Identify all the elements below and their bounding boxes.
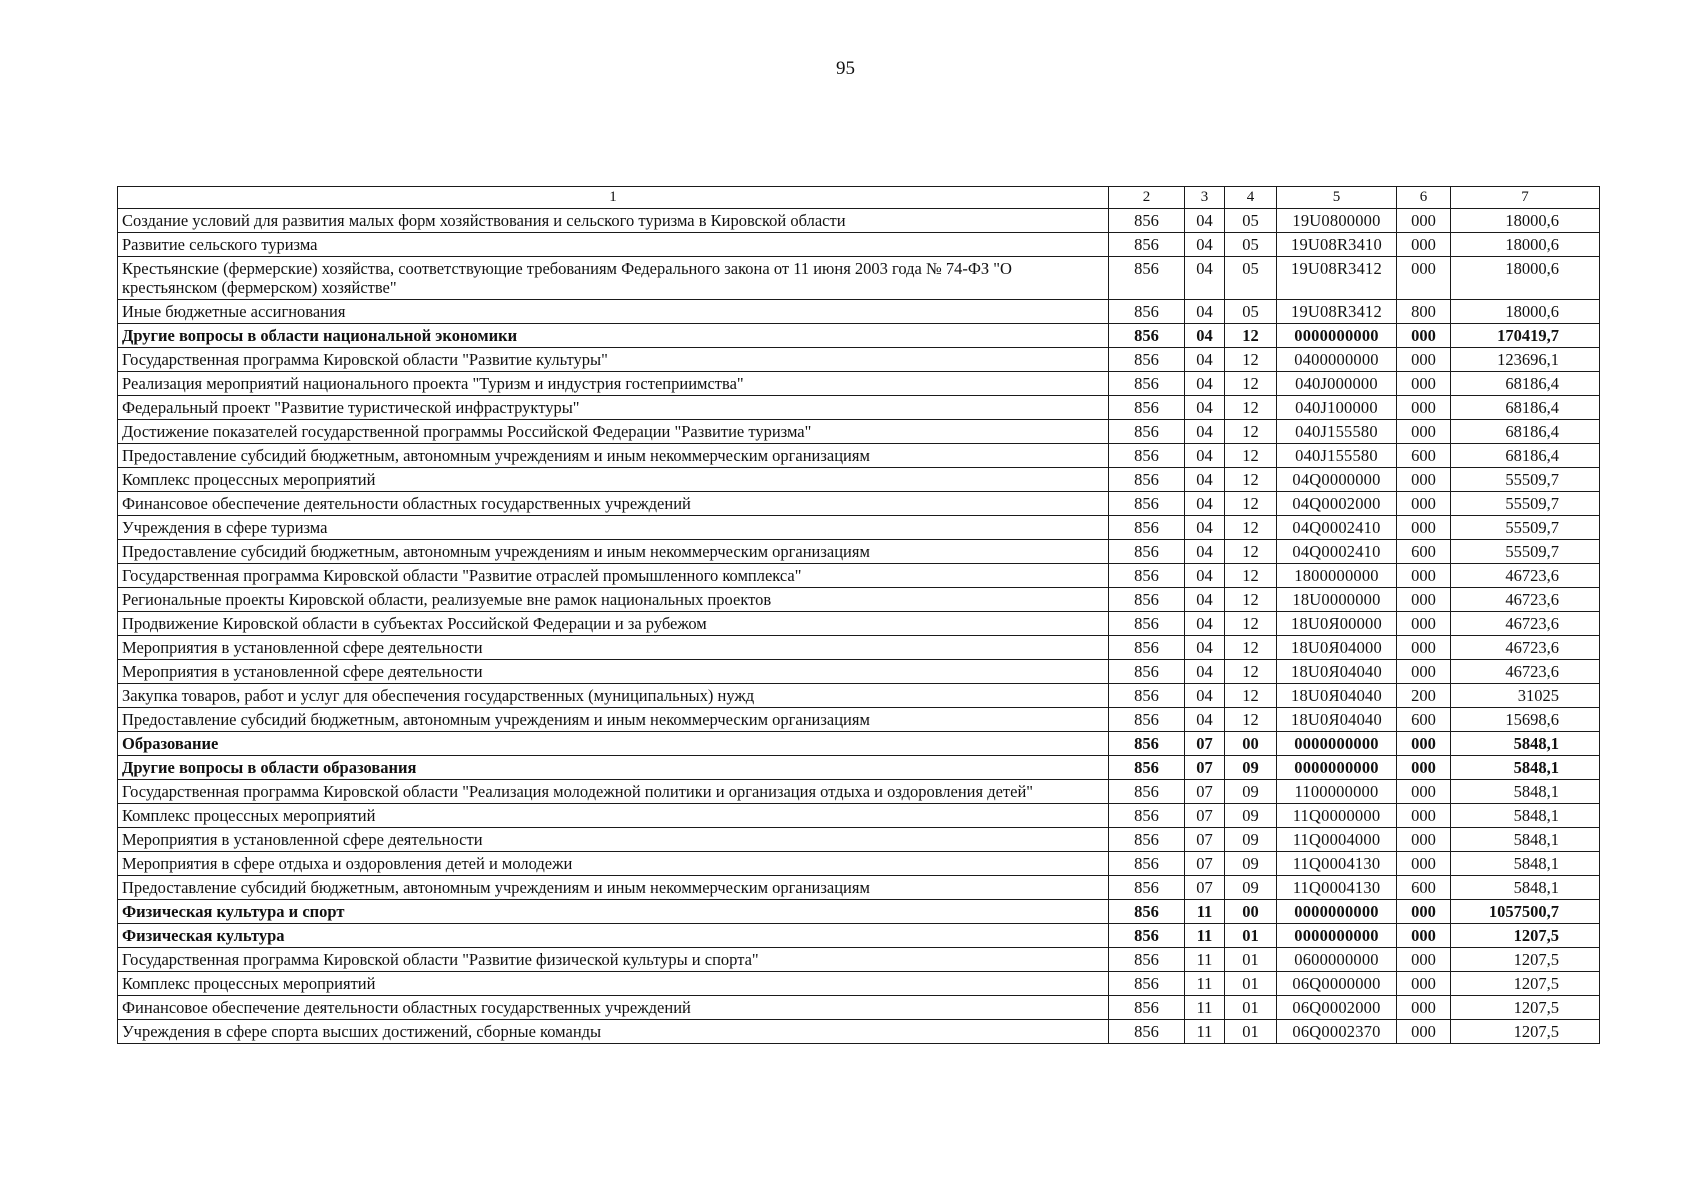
row-section-cell: 07 [1185,756,1225,780]
row-subsection-cell: 12 [1225,324,1277,348]
row-amount-cell: 46723,6 [1451,588,1600,612]
row-amount-cell: 5848,1 [1451,876,1600,900]
column-header-subsection: 4 [1225,187,1277,209]
table-row [118,972,1600,996]
row-name-cell: Федеральный проект "Развитие туристической инфраструктуры" [118,396,1109,420]
row-amount-cell: 5848,1 [1451,780,1600,804]
row-amount-cell: 46723,6 [1451,564,1600,588]
row-amount-cell: 1207,5 [1451,996,1600,1020]
row-name-cell: Реализация мероприятий национального проекта "Туризм и индустрия гостеприимства" [118,372,1109,396]
row-grbs-cell: 856 [1109,444,1185,468]
row-grbs-cell: 856 [1109,372,1185,396]
row-subsection-cell: 12 [1225,540,1277,564]
table-row [118,257,1600,300]
row-expense-type-cell: 000 [1397,233,1451,257]
row-amount-cell: 68186,4 [1451,396,1600,420]
row-section-cell: 11 [1185,996,1225,1020]
row-name-cell: Комплекс процессных мероприятий [118,468,1109,492]
row-subsection-cell: 05 [1225,209,1277,233]
row-section-cell: 04 [1185,468,1225,492]
row-section-cell: 04 [1185,372,1225,396]
row-grbs-cell: 856 [1109,660,1185,684]
row-grbs-cell: 856 [1109,209,1185,233]
row-section-cell: 07 [1185,780,1225,804]
row-target-code-cell: 0400000000 [1277,348,1397,372]
row-amount-cell: 68186,4 [1451,372,1600,396]
row-expense-type-cell: 000 [1397,564,1451,588]
row-grbs-cell: 856 [1109,996,1185,1020]
table-row [118,660,1600,684]
table-row [118,1020,1600,1044]
row-amount-cell: 55509,7 [1451,540,1600,564]
row-grbs-cell: 856 [1109,300,1185,324]
row-target-code-cell: 18U0Я04040 [1277,660,1397,684]
row-grbs-cell: 856 [1109,900,1185,924]
row-expense-type-cell: 000 [1397,756,1451,780]
row-target-code-cell: 18U0Я04040 [1277,708,1397,732]
row-target-code-cell: 18U0Я00000 [1277,612,1397,636]
row-grbs-cell: 856 [1109,257,1185,300]
row-target-code-cell: 18U0Я04040 [1277,684,1397,708]
row-target-code-cell: 04Q0000000 [1277,468,1397,492]
row-amount-cell: 18000,6 [1451,257,1600,300]
row-name-cell: Учреждения в сфере туризма [118,516,1109,540]
row-target-code-cell: 19U08R3412 [1277,300,1397,324]
table-row [118,732,1600,756]
row-subsection-cell: 12 [1225,660,1277,684]
row-section-cell: 04 [1185,209,1225,233]
row-section-cell: 04 [1185,588,1225,612]
row-name-cell: Государственная программа Кировской области "Развитие физической культуры и спорта" [118,948,1109,972]
row-target-code-cell: 0000000000 [1277,900,1397,924]
row-grbs-cell: 856 [1109,948,1185,972]
row-expense-type-cell: 000 [1397,612,1451,636]
row-grbs-cell: 856 [1109,396,1185,420]
row-expense-type-cell: 000 [1397,348,1451,372]
row-subsection-cell: 12 [1225,708,1277,732]
row-subsection-cell: 12 [1225,372,1277,396]
row-subsection-cell: 01 [1225,972,1277,996]
row-section-cell: 07 [1185,732,1225,756]
row-amount-cell: 1207,5 [1451,972,1600,996]
row-subsection-cell: 01 [1225,996,1277,1020]
row-section-cell: 04 [1185,257,1225,300]
row-grbs-cell: 856 [1109,324,1185,348]
table-row [118,516,1600,540]
row-subsection-cell: 12 [1225,396,1277,420]
row-grbs-cell: 856 [1109,348,1185,372]
row-expense-type-cell: 000 [1397,468,1451,492]
row-grbs-cell: 856 [1109,612,1185,636]
row-name-cell: Продвижение Кировской области в субъектах Российской Федерации и за рубежом [118,612,1109,636]
table-row [118,612,1600,636]
row-grbs-cell: 856 [1109,732,1185,756]
row-section-cell: 04 [1185,516,1225,540]
table-row [118,420,1600,444]
row-expense-type-cell: 600 [1397,540,1451,564]
row-name-cell: Государственная программа Кировской области "Развитие отраслей промышленного комплекса" [118,564,1109,588]
row-target-code-cell: 0000000000 [1277,324,1397,348]
row-name-cell: Крестьянские (фермерские) хозяйства, соответствующие требованиям Федерального закона от 11 июня 2003 года № 74-ФЗ "О крестьянском (фермерском) хозяйстве" [118,257,1109,300]
row-name-cell: Создание условий для развития малых форм хозяйствования и сельского туризма в Кировской области [118,209,1109,233]
table-row [118,924,1600,948]
table-row [118,852,1600,876]
row-expense-type-cell: 000 [1397,588,1451,612]
table-row [118,948,1600,972]
row-expense-type-cell: 000 [1397,900,1451,924]
row-target-code-cell: 1100000000 [1277,780,1397,804]
row-subsection-cell: 05 [1225,257,1277,300]
row-expense-type-cell: 000 [1397,852,1451,876]
row-target-code-cell: 06Q0000000 [1277,972,1397,996]
row-target-code-cell: 04Q0002410 [1277,540,1397,564]
row-target-code-cell: 19U0800000 [1277,209,1397,233]
row-amount-cell: 5848,1 [1451,804,1600,828]
row-section-cell: 07 [1185,852,1225,876]
row-grbs-cell: 856 [1109,540,1185,564]
row-name-cell: Предоставление субсидий бюджетным, автономным учреждениям и иным некоммерческим организациям [118,540,1109,564]
table-row [118,780,1600,804]
table-row [118,564,1600,588]
table-row [118,540,1600,564]
row-target-code-cell: 06Q0002370 [1277,1020,1397,1044]
row-subsection-cell: 12 [1225,588,1277,612]
row-name-cell: Другие вопросы в области образования [118,756,1109,780]
row-amount-cell: 68186,4 [1451,420,1600,444]
row-amount-cell: 1207,5 [1451,1020,1600,1044]
table-row [118,209,1600,233]
table-row [118,300,1600,324]
row-section-cell: 04 [1185,348,1225,372]
row-subsection-cell: 12 [1225,564,1277,588]
row-section-cell: 04 [1185,396,1225,420]
row-subsection-cell: 05 [1225,233,1277,257]
row-name-cell: Образование [118,732,1109,756]
table-row [118,828,1600,852]
row-expense-type-cell: 200 [1397,684,1451,708]
row-amount-cell: 1207,5 [1451,948,1600,972]
row-expense-type-cell: 000 [1397,257,1451,300]
row-name-cell: Закупка товаров, работ и услуг для обеспечения государственных (муниципальных) нужд [118,684,1109,708]
row-name-cell: Физическая культура [118,924,1109,948]
row-amount-cell: 18000,6 [1451,209,1600,233]
row-section-cell: 11 [1185,972,1225,996]
row-target-code-cell: 04Q0002410 [1277,516,1397,540]
row-grbs-cell: 856 [1109,780,1185,804]
row-grbs-cell: 856 [1109,876,1185,900]
table-row [118,900,1600,924]
table-row [118,324,1600,348]
row-expense-type-cell: 800 [1397,300,1451,324]
table-row [118,233,1600,257]
row-grbs-cell: 856 [1109,924,1185,948]
row-grbs-cell: 856 [1109,708,1185,732]
row-name-cell: Предоставление субсидий бюджетным, автономным учреждениям и иным некоммерческим организациям [118,444,1109,468]
table-row [118,468,1600,492]
row-name-cell: Мероприятия в установленной сфере деятельности [118,636,1109,660]
row-grbs-cell: 856 [1109,756,1185,780]
row-subsection-cell: 12 [1225,636,1277,660]
row-name-cell: Комплекс процессных мероприятий [118,804,1109,828]
row-expense-type-cell: 000 [1397,804,1451,828]
row-name-cell: Развитие сельского туризма [118,233,1109,257]
row-subsection-cell: 09 [1225,852,1277,876]
row-expense-type-cell: 000 [1397,948,1451,972]
row-amount-cell: 5848,1 [1451,756,1600,780]
row-expense-type-cell: 000 [1397,1020,1451,1044]
row-target-code-cell: 11Q0000000 [1277,804,1397,828]
row-expense-type-cell: 000 [1397,660,1451,684]
row-subsection-cell: 12 [1225,468,1277,492]
row-amount-cell: 170419,7 [1451,324,1600,348]
row-expense-type-cell: 600 [1397,708,1451,732]
row-name-cell: Комплекс процессных мероприятий [118,972,1109,996]
row-section-cell: 04 [1185,684,1225,708]
row-amount-cell: 5848,1 [1451,828,1600,852]
row-subsection-cell: 05 [1225,300,1277,324]
row-subsection-cell: 00 [1225,900,1277,924]
column-header-expense-type: 6 [1397,187,1451,209]
row-name-cell: Иные бюджетные ассигнования [118,300,1109,324]
row-target-code-cell: 19U08R3410 [1277,233,1397,257]
row-section-cell: 11 [1185,1020,1225,1044]
row-section-cell: 04 [1185,660,1225,684]
row-amount-cell: 46723,6 [1451,660,1600,684]
row-target-code-cell: 040J155580 [1277,420,1397,444]
row-expense-type-cell: 000 [1397,516,1451,540]
row-grbs-cell: 856 [1109,420,1185,444]
row-amount-cell: 46723,6 [1451,612,1600,636]
row-expense-type-cell: 000 [1397,636,1451,660]
row-subsection-cell: 12 [1225,420,1277,444]
row-target-code-cell: 04Q0002000 [1277,492,1397,516]
table-row [118,756,1600,780]
row-section-cell: 04 [1185,636,1225,660]
row-amount-cell: 1057500,7 [1451,900,1600,924]
row-section-cell: 04 [1185,492,1225,516]
row-amount-cell: 31025 [1451,684,1600,708]
row-grbs-cell: 856 [1109,1020,1185,1044]
row-subsection-cell: 01 [1225,924,1277,948]
row-name-cell: Мероприятия в установленной сфере деятельности [118,828,1109,852]
row-name-cell: Финансовое обеспечение деятельности областных государственных учреждений [118,492,1109,516]
row-section-cell: 04 [1185,540,1225,564]
row-section-cell: 11 [1185,900,1225,924]
row-subsection-cell: 00 [1225,732,1277,756]
page-number: 95 [836,58,855,79]
column-header-name: 1 [118,187,1109,209]
row-amount-cell: 15698,6 [1451,708,1600,732]
row-name-cell: Учреждения в сфере спорта высших достижений, сборные команды [118,1020,1109,1044]
row-expense-type-cell: 000 [1397,732,1451,756]
table-row [118,636,1600,660]
row-section-cell: 04 [1185,300,1225,324]
row-subsection-cell: 12 [1225,516,1277,540]
row-section-cell: 04 [1185,444,1225,468]
row-amount-cell: 123696,1 [1451,348,1600,372]
row-target-code-cell: 19U08R3412 [1277,257,1397,300]
row-subsection-cell: 01 [1225,1020,1277,1044]
row-section-cell: 04 [1185,564,1225,588]
row-target-code-cell: 0600000000 [1277,948,1397,972]
row-grbs-cell: 856 [1109,684,1185,708]
row-grbs-cell: 856 [1109,636,1185,660]
row-grbs-cell: 856 [1109,233,1185,257]
row-section-cell: 04 [1185,420,1225,444]
row-subsection-cell: 09 [1225,756,1277,780]
row-subsection-cell: 12 [1225,612,1277,636]
row-expense-type-cell: 000 [1397,209,1451,233]
row-amount-cell: 5848,1 [1451,732,1600,756]
table-row [118,876,1600,900]
row-section-cell: 11 [1185,924,1225,948]
row-section-cell: 04 [1185,324,1225,348]
table-row [118,492,1600,516]
row-grbs-cell: 856 [1109,468,1185,492]
row-expense-type-cell: 000 [1397,492,1451,516]
budget-table [117,186,1600,1044]
row-amount-cell: 68186,4 [1451,444,1600,468]
row-grbs-cell: 856 [1109,852,1185,876]
row-expense-type-cell: 000 [1397,372,1451,396]
row-name-cell: Предоставление субсидий бюджетным, автономным учреждениям и иным некоммерческим организациям [118,708,1109,732]
column-header-target-code: 5 [1277,187,1397,209]
table-row [118,708,1600,732]
row-target-code-cell: 18U0000000 [1277,588,1397,612]
row-name-cell: Мероприятия в сфере отдыха и оздоровления детей и молодежи [118,852,1109,876]
row-amount-cell: 18000,6 [1451,233,1600,257]
row-grbs-cell: 856 [1109,804,1185,828]
row-expense-type-cell: 000 [1397,396,1451,420]
row-section-cell: 07 [1185,828,1225,852]
row-subsection-cell: 09 [1225,780,1277,804]
table-row [118,396,1600,420]
row-section-cell: 11 [1185,948,1225,972]
table-row [118,684,1600,708]
row-expense-type-cell: 000 [1397,780,1451,804]
row-target-code-cell: 0000000000 [1277,732,1397,756]
row-amount-cell: 5848,1 [1451,852,1600,876]
column-header-amount: 7 [1451,187,1600,209]
row-name-cell: Финансовое обеспечение деятельности областных государственных учреждений [118,996,1109,1020]
table-header-row [118,187,1600,209]
row-expense-type-cell: 000 [1397,972,1451,996]
row-target-code-cell: 0000000000 [1277,756,1397,780]
row-subsection-cell: 09 [1225,804,1277,828]
row-target-code-cell: 0000000000 [1277,924,1397,948]
table-row [118,372,1600,396]
row-target-code-cell: 040J000000 [1277,372,1397,396]
row-name-cell: Предоставление субсидий бюджетным, автономным учреждениям и иным некоммерческим организациям [118,876,1109,900]
column-header-section: 3 [1185,187,1225,209]
row-amount-cell: 55509,7 [1451,492,1600,516]
row-grbs-cell: 856 [1109,564,1185,588]
row-expense-type-cell: 000 [1397,996,1451,1020]
row-amount-cell: 55509,7 [1451,468,1600,492]
row-subsection-cell: 01 [1225,948,1277,972]
row-subsection-cell: 12 [1225,444,1277,468]
row-name-cell: Другие вопросы в области национальной экономики [118,324,1109,348]
row-grbs-cell: 856 [1109,972,1185,996]
row-subsection-cell: 09 [1225,828,1277,852]
row-subsection-cell: 12 [1225,348,1277,372]
row-expense-type-cell: 000 [1397,828,1451,852]
row-target-code-cell: 18U0Я04000 [1277,636,1397,660]
row-target-code-cell: 11Q0004130 [1277,876,1397,900]
row-section-cell: 04 [1185,708,1225,732]
row-subsection-cell: 12 [1225,684,1277,708]
table-row [118,588,1600,612]
row-target-code-cell: 11Q0004130 [1277,852,1397,876]
row-subsection-cell: 09 [1225,876,1277,900]
row-name-cell: Государственная программа Кировской области "Развитие культуры" [118,348,1109,372]
row-target-code-cell: 1800000000 [1277,564,1397,588]
column-header-grbs: 2 [1109,187,1185,209]
row-name-cell: Региональные проекты Кировской области, реализуемые вне рамок национальных проектов [118,588,1109,612]
row-amount-cell: 1207,5 [1451,924,1600,948]
table-row [118,996,1600,1020]
table-row [118,804,1600,828]
row-expense-type-cell: 000 [1397,420,1451,444]
table-row [118,348,1600,372]
row-target-code-cell: 11Q0004000 [1277,828,1397,852]
row-grbs-cell: 856 [1109,492,1185,516]
row-target-code-cell: 040J100000 [1277,396,1397,420]
row-amount-cell: 46723,6 [1451,636,1600,660]
row-grbs-cell: 856 [1109,828,1185,852]
row-grbs-cell: 856 [1109,516,1185,540]
row-target-code-cell: 06Q0002000 [1277,996,1397,1020]
table-body [118,209,1600,1044]
row-name-cell: Мероприятия в установленной сфере деятельности [118,660,1109,684]
row-section-cell: 04 [1185,612,1225,636]
row-name-cell: Физическая культура и спорт [118,900,1109,924]
row-expense-type-cell: 600 [1397,876,1451,900]
row-section-cell: 07 [1185,876,1225,900]
row-section-cell: 07 [1185,804,1225,828]
row-target-code-cell: 040J155580 [1277,444,1397,468]
row-expense-type-cell: 600 [1397,444,1451,468]
table-row [118,444,1600,468]
row-name-cell: Достижение показателей государственной программы Российской Федерации "Развитие туризма" [118,420,1109,444]
row-expense-type-cell: 000 [1397,924,1451,948]
row-grbs-cell: 856 [1109,588,1185,612]
row-section-cell: 04 [1185,233,1225,257]
row-amount-cell: 18000,6 [1451,300,1600,324]
row-amount-cell: 55509,7 [1451,516,1600,540]
row-expense-type-cell: 000 [1397,324,1451,348]
row-subsection-cell: 12 [1225,492,1277,516]
row-name-cell: Государственная программа Кировской области "Реализация молодежной политики и организация отдыха и оздоровления детей" [118,780,1109,804]
